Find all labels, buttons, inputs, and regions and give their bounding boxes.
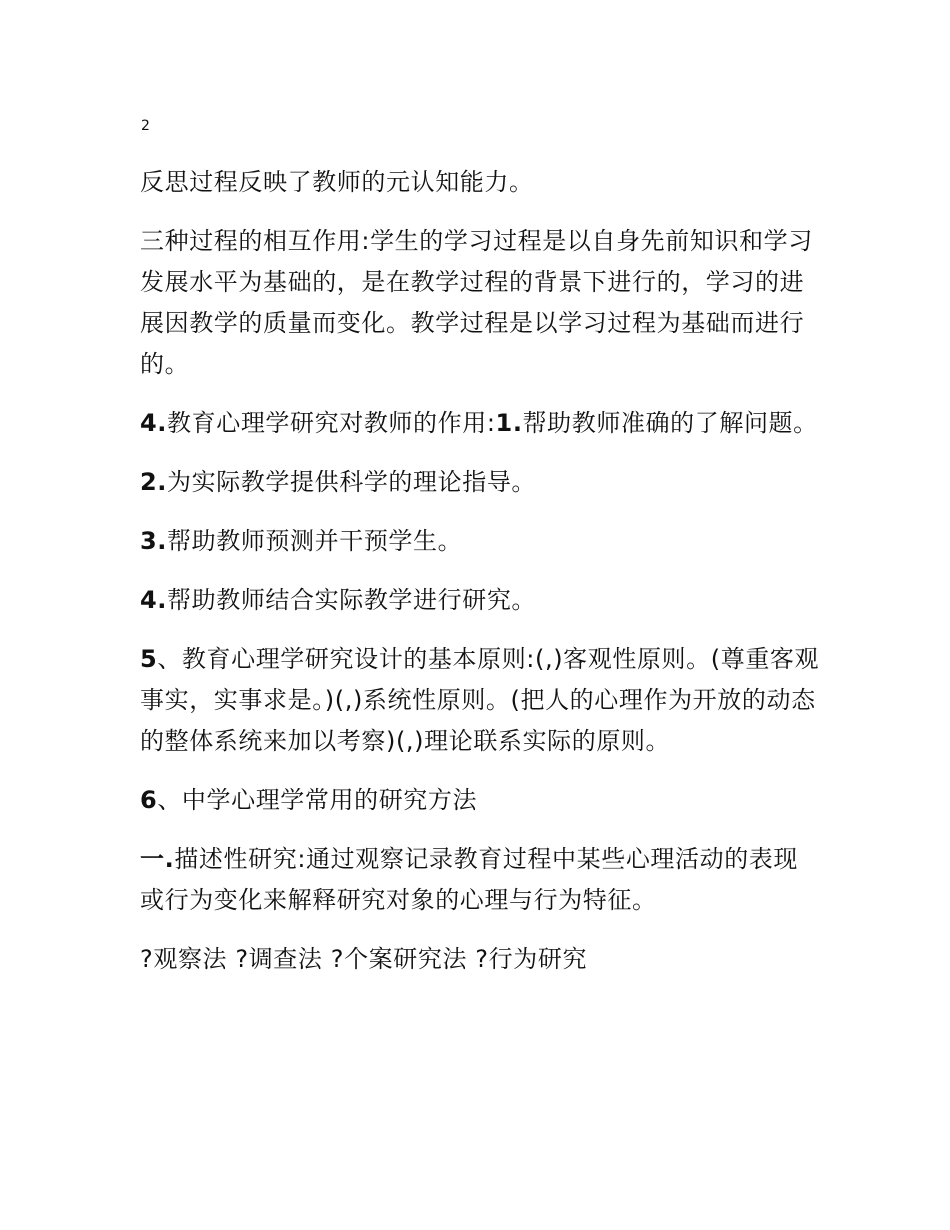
paragraph-text: 为实际教学提供科学的理论指导。 — [167, 468, 537, 496]
paragraph-descriptive-research — [140, 839, 820, 921]
paragraph-text: 三种过程的相互作用:学生的学习过程是以自身先前知识和学习发展水平为基础的，是在教学过程的背景下进行的，学习的进展因教学的质量而变化。教学过程是以学习过程为基础而进行的。 — [140, 227, 813, 378]
paragraph-text: 帮助教师预测并干预学生。 — [167, 527, 463, 555]
item-number: 4. — [140, 409, 168, 437]
page-number: 2 — [141, 118, 150, 134]
paragraph-teacher-role — [140, 403, 820, 444]
paragraph-text: 描述性研究:通过观察记录教育过程中某些心理活动的表现或行为变化来解释研究对象的心理与行为特征。 — [140, 845, 799, 914]
paragraph-design-principles — [140, 639, 820, 762]
paragraph-text: 、中学心理学常用的研究方法 — [157, 786, 478, 814]
paragraph-text: 、教育心理学研究设计的基本原则:(,)客观性原则。(尊重客观事实，实事求是。)(,)系统性原则。(把人的心理作为开放的动态的整体系统来加以考察)(,)理论联系实际的原则。 — [140, 645, 820, 755]
paragraph-item-4 — [140, 580, 820, 621]
item-number: 4. — [140, 586, 168, 614]
item-number: 5 — [140, 645, 158, 673]
item-number: 2. — [140, 468, 168, 496]
paragraph-item-3 — [140, 521, 820, 562]
paragraph-text: 帮助教师准确的了解问题。 — [522, 409, 818, 437]
paragraph-text: 教育心理学研究对教师的作用: — [167, 409, 496, 437]
item-number: 6 — [140, 786, 158, 814]
paragraph-three-processes — [140, 221, 820, 385]
paragraph-research-methods — [140, 780, 820, 821]
paragraph-text: 帮助教师结合实际教学进行研究。 — [167, 586, 537, 614]
item-number: 3. — [140, 527, 168, 555]
paragraph-text: 反思过程反映了教师的元认知能力。 — [140, 168, 534, 196]
paragraph-methods-list — [140, 939, 820, 980]
item-number: 1. — [495, 409, 523, 437]
paragraph-item-2 — [140, 462, 820, 503]
document-body — [140, 162, 820, 998]
item-number: 一. — [140, 845, 175, 873]
paragraph-text: ?观察法 ?调查法 ?个案研究法 ?行为研究 — [140, 945, 588, 973]
paragraph-reflection — [140, 162, 820, 203]
